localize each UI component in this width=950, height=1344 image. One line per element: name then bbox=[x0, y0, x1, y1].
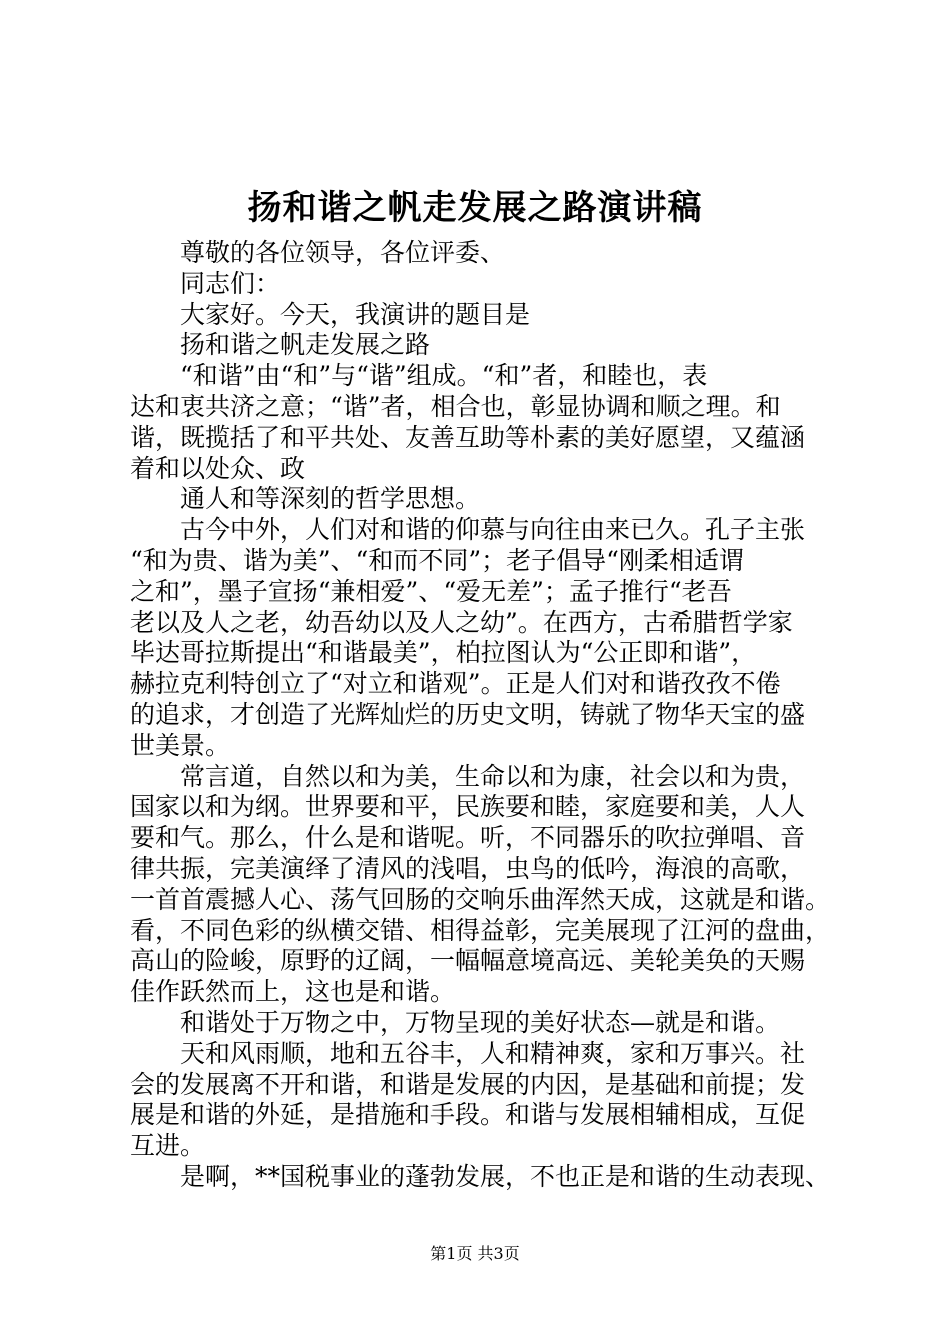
body-line: 看，不同色彩的纵横交错、相得益彰，完美展现了江河的盘曲， bbox=[130, 915, 831, 945]
body-line: 会的发展离不开和谐，和谐是发展的内因，是基础和前提；发 bbox=[130, 1069, 806, 1099]
body-line: 互进。 bbox=[130, 1131, 206, 1161]
body-line: 谐，既揽括了和平共处、友善互助等朴素的美好愿望，又蕴涵 bbox=[130, 422, 806, 452]
body-line: 老以及人之老，幼吾幼以及人之幼”。在西方，古希腊哲学家 bbox=[130, 607, 793, 637]
document-body bbox=[130, 238, 842, 1193]
body-line: 和谐处于万物之中，万物呈现的美好状态—就是和谐。 bbox=[130, 1007, 781, 1037]
body-line: 天和风雨顺，地和五谷丰，人和精神爽，家和万事兴。社 bbox=[130, 1038, 806, 1068]
body-line: 是啊，**国税事业的蓬勃发展，不也正是和谐的生动表现、 bbox=[130, 1161, 831, 1191]
body-line: 赫拉克利特创立了“对立和谐观”。正是人们对和谐孜孜不倦 bbox=[130, 669, 781, 699]
body-line: 之和”，墨子宣扬“兼相爱”、“爱无差”；孟子推行“老吾 bbox=[130, 576, 732, 606]
body-line: 高山的险峻，原野的辽阔，一幅幅意境高远、美轮美奂的天赐 bbox=[130, 946, 806, 976]
body-line: 要和气。那么，什么是和谐呢。听，不同器乐的吹拉弹唱、音 bbox=[130, 823, 806, 853]
body-line: 着和以处众、政 bbox=[130, 453, 306, 483]
body-line: “和为贵、谐为美”、“和而不同”；老子倡导“刚柔相适谓 bbox=[130, 545, 744, 575]
body-line: 律共振，完美演绎了清风的浅唱，虫鸟的低吟，海浪的高歌， bbox=[130, 853, 806, 883]
document-title: 扬和谐之帆走发展之路演讲稿 bbox=[247, 188, 703, 228]
body-line: 扬和谐之帆走发展之路 bbox=[130, 330, 431, 360]
body-line: 通人和等深刻的哲学思想。 bbox=[130, 484, 481, 514]
body-line: 一首首震撼人心、荡气回肠的交响乐曲浑然天成，这就是和谐。 bbox=[130, 884, 831, 914]
body-line: 常言道，自然以和为美，生命以和为康，社会以和为贵， bbox=[130, 761, 806, 791]
body-line: 古今中外，人们对和谐的仰慕与向往由来已久。孔子主张 bbox=[130, 515, 806, 545]
body-line: 展是和谐的外延，是措施和手段。和谐与发展相辅相成，互促 bbox=[130, 1100, 806, 1130]
body-line: 世美景。 bbox=[130, 730, 231, 760]
body-line: 国家以和为纲。世界要和平，民族要和睦，家庭要和美，人人 bbox=[130, 792, 806, 822]
body-line: 达和衷共济之意；“谐”者，相合也，彰显协调和顺之理。和 bbox=[130, 391, 781, 421]
body-line: 大家好。今天，我演讲的题目是 bbox=[130, 299, 531, 329]
page-indicator: 第1页 共3页 bbox=[430, 1244, 520, 1263]
body-line: 尊敬的各位领导，各位评委、 bbox=[130, 238, 506, 267]
body-line: 佳作跃然而上，这也是和谐。 bbox=[130, 977, 456, 1007]
body-line: 的追求，才创造了光辉灿烂的历史文明，铸就了物华天宝的盛 bbox=[130, 699, 806, 729]
body-line: “和谐”由“和”与“谐”组成。“和”者，和睦也，表 bbox=[130, 361, 708, 391]
body-line: 同志们： bbox=[130, 268, 281, 298]
body-line: 毕达哥拉斯提出“和谐最美”，柏拉图认为“公正即和谐”， bbox=[130, 638, 757, 668]
